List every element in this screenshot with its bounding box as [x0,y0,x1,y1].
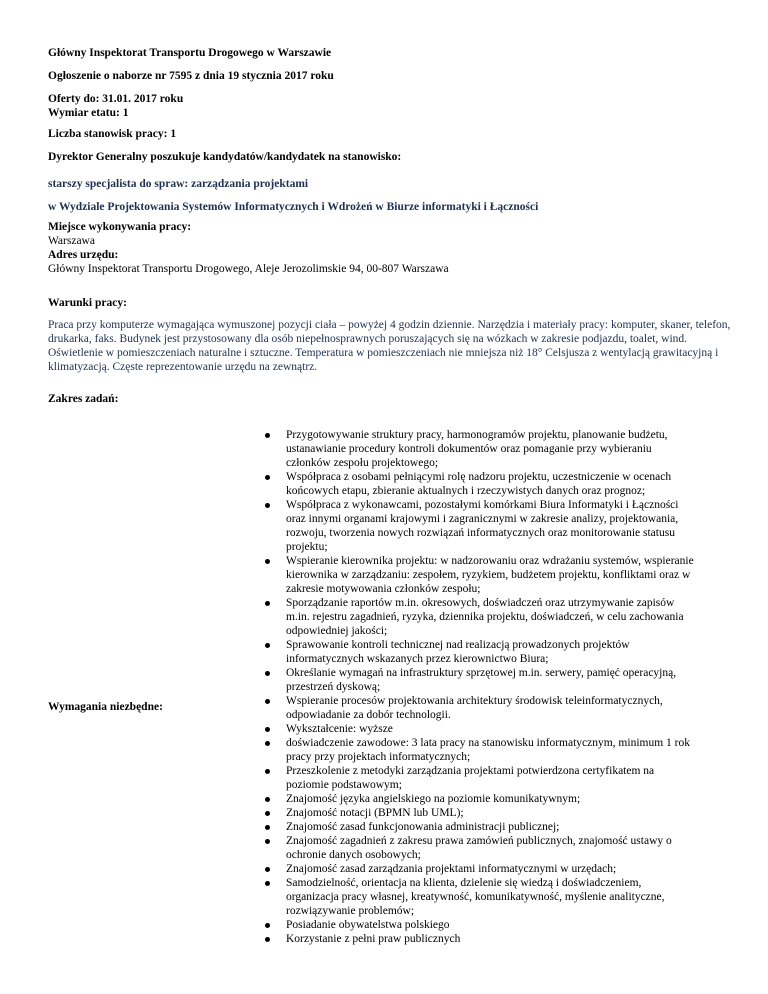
list-item [48,596,696,638]
list-item-text: Znajomość zasad zarządzania projektami informatycznymi w urzędach; [286,863,617,875]
list-item [48,498,696,554]
list-item-text: Wspieranie kierownika projektu: w nadzorowaniu oraz wdrażaniu systemów, wspieranie kierownika w zarządzaniu: zespołem, ryzykiem, budżetem projektu, konfliktami oraz w zakresie motywowania członków zespołu; [286,555,694,595]
list-item [48,666,696,694]
address-label: Adres urzędu: [48,249,119,261]
bullet-icon [265,923,270,928]
bullet-icon [265,727,270,732]
list-item [48,428,696,470]
offer-deadline: Oferty do: 31.01. 2017 roku [48,93,184,105]
list-item-text: Sprawowanie kontroli technicznej nad realizacją prowadzonych projektów informatycznych wskazanych przez kierownictwo Biura; [286,639,630,665]
bullet-icon [265,671,270,676]
location-value: Warszawa [48,235,95,247]
list-item [48,806,696,820]
list-item [48,834,696,862]
list-item-text: Wykształcenie: wyższe [286,723,393,735]
department: w Wydziale Projektowania Systemów Informatycznych i Wdrożeń w Biurze informatyki i Łączności [48,201,539,213]
director-line: Dyrektor Generalny poszukuje kandydatów/kandydatek na stanowisko: [48,151,402,163]
list-item [48,470,696,498]
tasks-label: Zakres zadań: [48,393,119,405]
bullet-icon [265,937,270,942]
bullet-icon [265,559,270,564]
list-item [48,722,696,736]
list-item [48,876,696,918]
list-item-text: Korzystanie z pełni praw publicznych [286,933,461,945]
list-item [48,820,696,834]
bullet-icon [265,601,270,606]
bullet-icon [265,699,270,704]
bullet-icon [265,797,270,802]
positions-count: Liczba stanowisk pracy: 1 [48,128,177,140]
list-item-text: Współpraca z osobami pełniącymi rolę nadzoru projektu, uczestniczenie w ocenach końcowych etapu, zbieranie aktualnych i rzeczywistych danych oraz prognoz; [286,471,672,497]
conditions-text: Praca przy komputerze wymagająca wymuszonej pozycji ciała – powyżej 4 godzin dziennie. Narzędzia i materiały pracy: komputer, skaner, telefon, drukarka, faks. Budynek jest przystosowany dla osób niepełnosprawnych poruszających się na wózkach w zakresie podjazdu, toalet, wind. Oświetlenie w pomieszczeniach naturalne i sztuczne. Temperatura w pomieszczeniach nie mniejsza niż 18° Celsjusza z wentylacją grawitacyjną i klimatyzacją. Częste reprezentowanie urzędu na zewnątrz. [48,319,731,373]
bullet-icon [265,433,270,438]
list-item [48,932,696,946]
bullet-icon [265,881,270,886]
list-item-text: Samodzielność, orientacja na klienta, dzielenie się wiedzą i doświadczeniem, organizacja pracy własnej, kreatywność, komunikatywność, myślenie analityczne, rozwiązywanie problemów; [286,877,665,917]
list-item-text: Przeszkolenie z metodyki zarządzania projektami potwierdzona certyfikatem na poziomie podstawowym; [286,765,655,791]
bullet-icon [265,825,270,830]
bullet-icon [265,741,270,746]
list-item-text: Znajomość zasad funkcjonowania administracji publicznej; [286,821,560,833]
bullet-icon [265,643,270,648]
tasks-list [48,428,738,722]
announcement-number: Ogłoszenie o naborze nr 7595 z dnia 19 stycznia 2017 roku [48,70,334,82]
location-section [48,220,738,276]
list-item-text: Znajomość zagadnień z zakresu prawa zamówień publicznych, znajomość ustawy o ochronie danych osobowych; [286,835,672,861]
list-item-text: Posiadanie obywatelstwa polskiego [286,919,450,931]
bullet-icon [265,811,270,816]
location-label: Miejsce wykonywania pracy: [48,221,192,233]
list-item-text: Przygotowywanie struktury pracy, harmonogramów projektu, planowanie budżetu, ustanawianie procedury kontroli dokumentów oraz pomaganie przy wybieraniu członków zespołu projektowego; [286,429,668,469]
requirements-list [48,722,738,946]
list-item-text: Współpraca z wykonawcami, pozostałymi komórkami Biura Informatyki i Łączności oraz innymi organami krajowymi i zagranicznymi w zakresie analizy, projektowania, rozwoju, tworzenia nowych rozwiązań informatycznych oraz monitorowanie statusu projektu; [286,499,679,553]
list-item [48,638,696,666]
list-item-text: Sporządzanie raportów m.in. okresowych, doświadczeń oraz utrzymywanie zapisów m.in. rejestru zagadnień, ryzyka, dziennika projektu, doświadczeń, w celu zachowania odpowiedniej jakości; [286,597,684,637]
list-item-text: Określanie wymagań na infrastruktury sprzętowej m.in. serwery, pamięć operacyjną, przestrzeń dyskową; [286,667,677,693]
position-title: starszy specjalista do spraw: zarządzania projektami [48,178,309,190]
requirements-label: Wymagania niezbędne: [48,701,163,713]
list-item-text: Wspieranie procesów projektowania architektury środowisk teleinformatycznych, odpowiadanie za dobór technologii. [286,695,663,721]
bullet-icon [265,475,270,480]
org-heading: Główny Inspektorat Transportu Drogowego w Warszawie [48,47,332,59]
fte: Wymiar etatu: 1 [48,107,129,119]
list-item [48,736,696,764]
list-item [48,554,696,596]
list-item-text: Znajomość języka angielskiego na poziomie komunikatywnym; [286,793,581,805]
conditions-label: Warunki pracy: [48,297,127,309]
bullet-icon [265,839,270,844]
list-item [48,918,696,932]
bullet-icon [265,769,270,774]
address-value: Główny Inspektorat Transportu Drogowego, Aleje Jerozolimskie 94, 00-807 Warszawa [48,263,449,275]
bullet-icon [265,503,270,508]
list-item [48,764,696,792]
list-item-text: Znajomość notacji (BPMN lub UML); [286,807,464,819]
list-item [48,862,696,876]
list-item [48,792,696,806]
list-item-text: doświadczenie zawodowe: 3 lata pracy na stanowisku informatycznym, minimum 1 rok pracy przy projektach informatycznych; [286,737,690,763]
bullet-icon [265,867,270,872]
